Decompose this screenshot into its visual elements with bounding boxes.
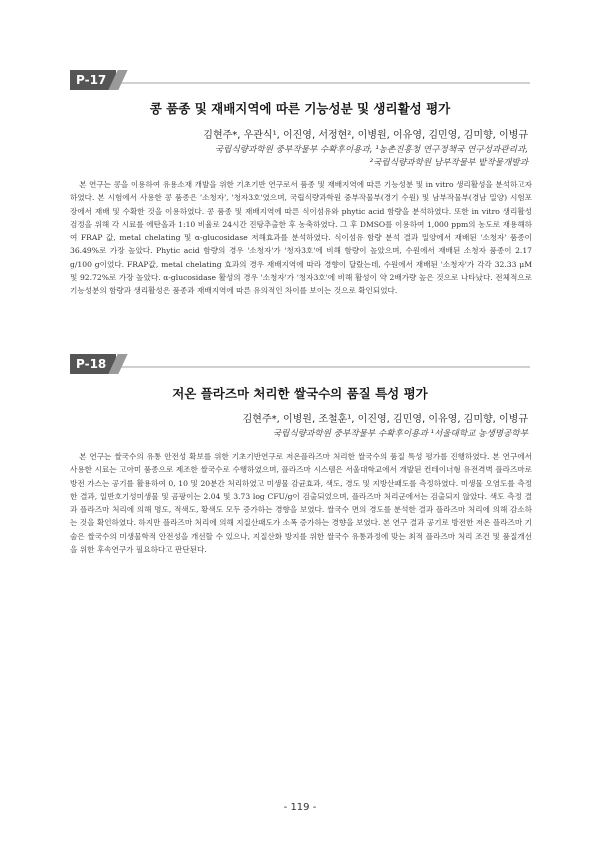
abstract-body: 본 연구는 콩을 이용하여 유용소재 개발을 위한 기초기반 연구로서 품종 및 재배지역에 따른 기능성분 및 in vitro 생리활성을 분석하고자 하였다. 본 시험에서 사용한 콩 품종은 '소청자', '청자3호'였으며, 국립식량과학원 중부작물부(경기 수원) 및 남부작물부(경남 밀양) 시험포장에서 재배 및 수확한 것을 이용하였다. 콩 품종 및 재배지역에 따른 식이섬유와 phytic acid 함량을 분석하였다. 또한 in vitro 생리활성 검정을 위해 각 시료를 에탄올과 1:10 비율로 24시간 진탕추출한 후 농축하였다. 그 후 DMSO를 이용하여 1,000 ppm의 농도로 재용해하여 FRAP 값, metal chelating 및 α-glucosidase 저해효과를 분석하였다. 식이섬유 함량 분석 결과 밀양에서 재배된 '소청자' 품종이 36.49%로 가장 높았다. Phytic acid 함량의 경우 '소청자'가 '청자3호'에 비해 함량이 높았으며, 수원에서 재배된 소청자 품종이 2.17 g/100 g이었다. FRAP값, metal chelating 효과의 경우 재배지역에 따라 경향이 달랐는데, 수원에서 재배된 '소청자'가 각각 32.33 μM 및 92.72%로 가장 높았다. α-glucosidase 활성의 경우 '소청자'가 '청자3호'에 비해 활성이 약 2배가량 높은 것으로 나타났다. 전체적으로 기능성분의 함량과 생리활성은 품종과 재배지역에 따른 유의적인 차이를 보이는 것으로 확인되었다. [70, 180, 532, 296]
affiliation-line: 국립식량과학원 중부작물부 수확후이용과 ¹서울대학교 농생명공학부 [272, 429, 528, 439]
author-list: 김현주*, 이병원, 조철훈¹, 이진영, 김민영, 이유영, 김미향, 이병규 [242, 414, 528, 425]
abstract-title: 콩 품종 및 재배지역에 따른 기능성분 및 생리활성 평가 [149, 101, 451, 116]
affiliation-line: ²국립식량과학원 남부작물부 밭작물개발과 [369, 158, 528, 168]
author-list: 김현주*, 우관식¹, 이진영, 서정현², 이병원, 이유영, 김민영, 김미향, 이병규 [203, 130, 528, 141]
abstract-id-label: P-18 [76, 357, 107, 371]
abstract-id-label: P-17 [76, 73, 107, 87]
section-rule [70, 366, 530, 368]
affiliation-block [215, 144, 528, 170]
page-number: - 119 - [283, 802, 317, 813]
abstract-title: 저온 플라즈마 처리한 쌀국수의 품질 특성 평가 [172, 386, 428, 401]
abstract-body: 본 연구는 쌀국수의 유통 안전성 확보를 위한 기초기반연구로 저온플라즈마 처리한 쌀국수의 품질 특성 평가를 진행하였다. 본 연구에서 사용한 시료는 고아미 품종으로 제조한 쌀국수로 수행하였으며, 플라즈마 시스템은 서울대학교에서 개발된 컨테이너형 유전격벽 플라즈마로 방전 가스는 공기를 활용하여 0, 10 및 20분간 처리하였고 미생물 감균효과, 색도, 경도 및 지방산패도를 측정하였다. 미생물 오염도를 측정한 결과, 일반호기성미생물 및 곰팡이는 2.04 및 3.73 log CFU/g이 검출되었으며, 플라즈마 처리군에서는 검출되지 않았다. 색도 측정 결과 플라즈마 처리에 의해 명도, 적색도, 황색도 모두 증가하는 경향을 보였다. 쌀국수 면의 경도를 분석한 결과 플라즈마 처리에 의해 감소하는 것을 확인하였다. 하지만 플라즈마 처리에 의해 지질산패도가 소폭 증가하는 경향을 보였다. 본 연구 결과 공기로 방전한 저온 플라즈마 기술은 쌀국수의 미생물학적 안전성을 개선할 수 있으나, 지질산화 방지를 위한 쌀국수 유통과정에 맞는 최적 플라즈마 처리 조건 및 품질개선을 위한 후속연구가 필요하다고 판단된다. [70, 452, 532, 555]
section-rule [70, 82, 530, 84]
affiliation-line: 국립식량과학원 중부작물부 수확후이용과, ¹농촌진흥청 연구정책국 연구성과관리과, [214, 145, 528, 155]
affiliation-block [273, 428, 528, 441]
